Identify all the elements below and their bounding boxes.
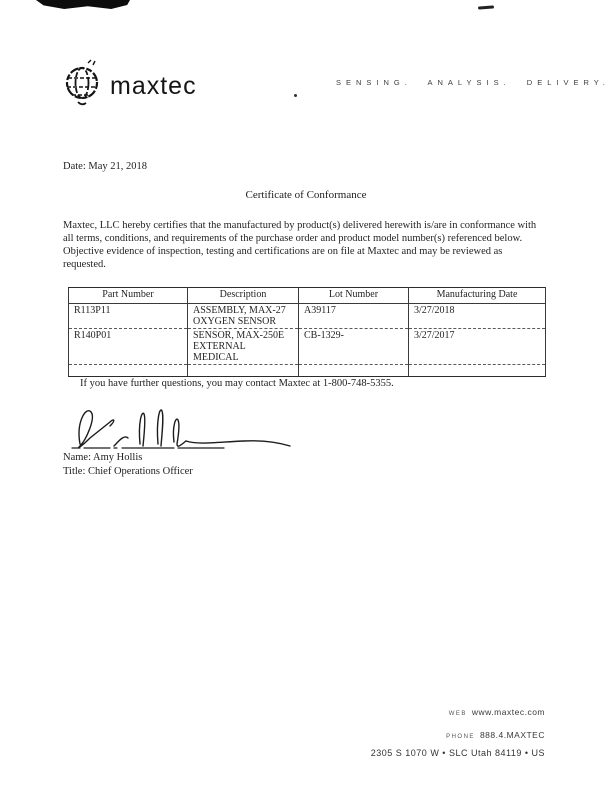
footer-web-line [371, 702, 545, 720]
footer-phone-line [371, 725, 545, 743]
scan-artifact-blob [36, 0, 130, 9]
header-part-number: Part Number [69, 288, 188, 304]
tagline: SENSING. ANALYSIS. DELIVERY. [336, 78, 610, 87]
cell-description: SENSOR, MAX-250E EXTERNAL MEDICAL [188, 329, 299, 365]
signer-name-line: Name: Amy Hollis [63, 452, 143, 463]
table-row [69, 304, 546, 329]
cell-description: ASSEMBLY, MAX-27 OXYGEN SENSOR [188, 304, 299, 329]
cell-manufacturing-date: 3/27/2018 [409, 304, 546, 329]
header-lot-number: Lot Number [299, 288, 409, 304]
footer-web-value: www.maxtec.com [471, 707, 545, 717]
scan-artifact-dot [294, 94, 297, 97]
scan-artifact-dash [478, 5, 494, 9]
table-empty-cell [299, 365, 409, 377]
footer-phone-label: PHONE [446, 734, 475, 740]
header-description: Description [188, 288, 299, 304]
footer-web-label: WEB [448, 711, 467, 717]
table-empty-row [69, 365, 546, 377]
table-empty-cell [188, 365, 299, 377]
header-manufacturing-date: Manufacturing Date [409, 288, 546, 304]
signer-title-line: Title: Chief Operations Officer [63, 466, 193, 477]
body-paragraph: Maxtec, LLC hereby certifies that the manufactured by product(s) delivered herewith is/are in conformance with all terms, conditions, and requirements of the purchase order and product model number(s) referenced below. Objective evidence of inspection, testing and certifications are on file at Maxtec and may be reviewed as requested. [63, 220, 537, 270]
cell-manufacturing-date: 3/27/2017 [409, 329, 546, 365]
cell-part-number: R113P11 [69, 304, 188, 329]
conformance-table [68, 287, 546, 377]
footer-phone-value: 888.4.MAXTEC [479, 730, 545, 740]
footer-address: 2305 S 1070 W • SLC Utah 84119 • US [370, 748, 545, 758]
contact-line: If you have further questions, you may contact Maxtec at 1-800-748-5355. [80, 378, 394, 389]
table-empty-cell [409, 365, 546, 377]
cell-part-number: R140P01 [69, 329, 188, 365]
date-line: Date: May 21, 2018 [63, 161, 147, 172]
maxtec-logo [60, 57, 197, 112]
document-title: Certificate of Conformance [245, 189, 367, 201]
footer [371, 702, 545, 763]
cell-lot-number: CB-1329- [299, 329, 409, 365]
cell-lot-number: A39117 [299, 304, 409, 329]
table-header-row [69, 288, 546, 304]
table-empty-cell [69, 365, 188, 377]
maxtec-logo-wordmark: maxtec [110, 72, 197, 100]
table-row [69, 329, 546, 365]
maxtec-globe-icon [60, 57, 104, 112]
